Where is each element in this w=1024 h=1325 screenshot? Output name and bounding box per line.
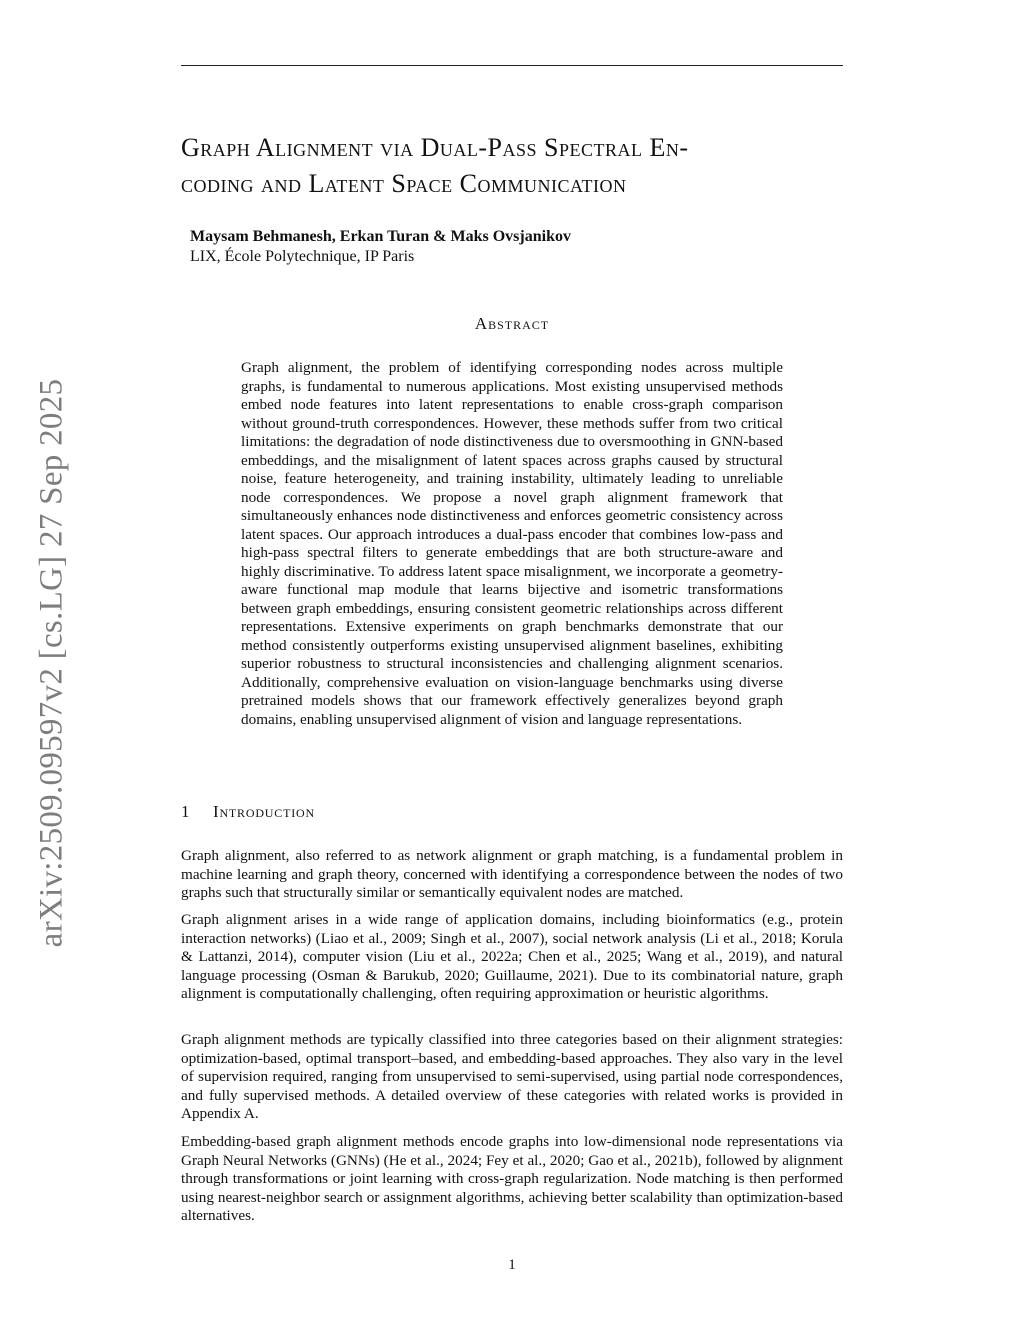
page-number: 1: [508, 1257, 516, 1273]
paper-title: [181, 130, 851, 202]
intro-paragraph-4: Embedding-based graph alignment methods encode graphs into low-dimensional node representations via Graph Neural Networks (GNNs) (He et al., 2024; Fey et al., 2020; Gao et al., 2021b), followed by alignment through transformations or joint learning with cross-graph regularization. Node matching is then performed using nearest-neighbor search or assignment algorithms, achieving better scalability than optimization-based alternatives.: [181, 1133, 843, 1224]
author-list: Maysam Behmanesh, Erkan Turan & Maks Ovsjanikov: [190, 228, 571, 245]
title-line-2: coding and Latent Space Communication: [181, 169, 627, 198]
abstract-heading: Abstract: [474, 314, 550, 333]
abstract-text: Graph alignment, the problem of identifying corresponding nodes across multiple graphs, is fundamental to numerous applications. Most existing unsupervised methods embed node features into latent representations to enable cross-graph comparison without ground-truth correspondences. However, these methods suffer from two critical limitations: the degradation of node distinctiveness due to oversmoothing in GNN-based embeddings, and the misalignment of latent spaces across graphs caused by structural noise, feature heterogeneity, and training instability, ultimately leading to unreliable node correspondences. We propose a novel graph alignment framework that simultaneously enhances node distinctiveness and enforces geometric consistency across latent spaces. Our approach introduces a dual-pass encoder that combines low-pass and high-pass spectral filters to generate embeddings that are both structure-aware and highly discriminative. To address latent space misalignment, we incorporate a geometry-aware functional map module that learns bijective and isometric transformations between graph embeddings, ensuring consistent geometric relationships across different representations. Extensive experiments on graph benchmarks demonstrate that our method consistently outperforms existing unsupervised alignment baselines, exhibiting superior robustness to structural inconsistencies and challenging alignment scenarios. Additionally, comprehensive evaluation on vision-language benchmarks using diverse pretrained models shows that our framework effectively generalizes beyond graph domains, enabling unsupervised alignment of vision and language representations.: [241, 359, 783, 728]
intro-paragraph-2: Graph alignment arises in a wide range of application domains, including bioinformatics (e.g., protein interaction networks) (Liao et al., 2009; Singh et al., 2007), social network analysis (Li et al., 2018; Korula & Lattanzi, 2014), computer vision (Liu et al., 2022a; Chen et al., 2025; Wang et al., 2019), and natural language processing (Osman & Barukub, 2020; Guillaume, 2021). Due to its combinatorial nature, graph alignment is computationally challenging, often requiring approximation or heuristic algorithms.: [181, 911, 843, 1002]
title-line-1: Graph Alignment via Dual-Pass Spectral En-: [181, 133, 689, 162]
section-title: Introduction: [213, 802, 315, 821]
section-number: 1: [181, 802, 190, 821]
intro-paragraph-3: Graph alignment methods are typically classified into three categories based on their alignment strategies: optimization-based, optimal transport–based, and embedding-based approaches. They also vary in the level of supervision required, ranging from unsupervised to semi-supervised, using partial node correspondences, and fully supervised methods. A detailed overview of these categories with related works is provided in Appendix A.: [181, 1031, 843, 1122]
section-heading-introduction: [181, 802, 315, 822]
intro-paragraph-1: Graph alignment, also referred to as network alignment or graph matching, is a fundamental problem in machine learning and graph theory, concerned with identifying a correspondence between the nodes of two graphs such that structurally similar or semantically equivalent nodes are matched.: [181, 847, 843, 901]
top-rule: [181, 65, 843, 66]
affiliation: LIX, École Polytechnique, IP Paris: [190, 248, 415, 265]
arxiv-identifier: arXiv:2509.09597v2 [cs.LG] 27 Sep 2025: [33, 378, 70, 948]
